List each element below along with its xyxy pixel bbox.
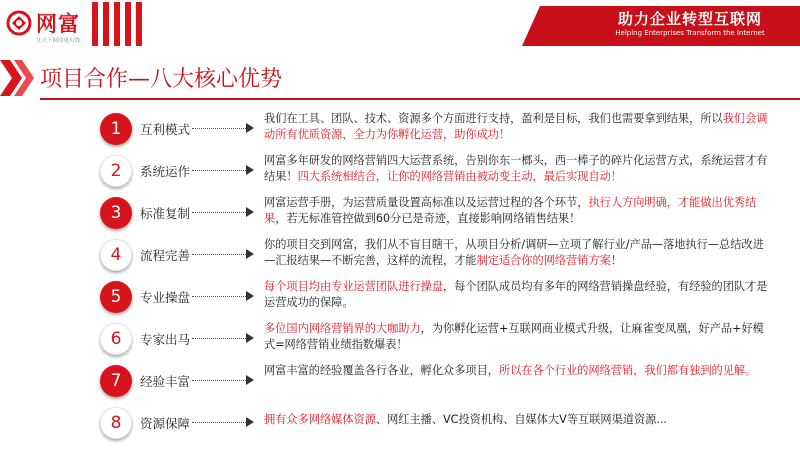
item-label: 专业操盘: [140, 290, 191, 305]
item-number-badge: 4: [100, 239, 132, 271]
item-description: 多位国内网络营销界的大咖助力，为你孵化运营+互联网商业模式升级，让麻雀变凤凰，好产品+好模式=网络营销业绩指数爆表！: [264, 322, 764, 351]
item-number-badge: 1: [100, 113, 132, 145]
arrow-right-icon: [246, 165, 254, 175]
chevron-arrows-icon: [0, 56, 36, 100]
item-description: 网富丰富的经验覆盖各行各业，孵化众多项目，所以在各个行业的网络营销，我们都有独到的见解。: [264, 364, 757, 377]
banner-corner: [522, 6, 540, 46]
dotted-connector: [192, 338, 248, 339]
item-label: 流程完善: [140, 248, 191, 263]
list-item: [100, 407, 790, 449]
item-description: 网富运营手册，为运营质量设置高标准以及运营过程的各个环节，执行人方向明确，才能做出优秀结果，若无标准管控做到60分已是奇迹，直接影响网络销售结果！: [264, 196, 757, 225]
arrow-right-icon: [246, 123, 254, 133]
item-number-badge: 3: [100, 197, 132, 229]
item-number-badge: 2: [100, 155, 132, 187]
item-description: 拥有众多网络媒体资源、网红主播、VC投资机构、自媒体大V等互联网渠道资源...: [264, 413, 667, 426]
dotted-connector: [192, 296, 248, 297]
item-label: 标准复制: [140, 206, 191, 221]
logo-name: 网富: [36, 12, 80, 36]
item-number-badge: 5: [100, 281, 132, 313]
list-item: [100, 197, 790, 239]
decorative-stripes: [92, 2, 142, 46]
header: [0, 0, 800, 48]
list-item: [100, 323, 790, 365]
dotted-connector: [192, 380, 248, 381]
list-item: [100, 365, 790, 407]
banner-subtitle: Helping Enterprises Transform the Internet: [615, 29, 765, 37]
title-underline: [40, 98, 800, 100]
arrow-right-icon: [246, 333, 254, 343]
arrow-right-icon: [246, 207, 254, 217]
dotted-connector: [192, 170, 248, 171]
page-title: 项目合作—八大核心优势: [40, 67, 283, 92]
list-item: [100, 113, 790, 155]
logo-mark-icon: [6, 10, 32, 36]
item-label: 系统运作: [140, 164, 191, 179]
item-number-badge: 7: [100, 365, 132, 397]
dotted-connector: [192, 254, 248, 255]
dotted-connector: [192, 422, 248, 423]
list-item: [100, 281, 790, 323]
arrow-right-icon: [246, 417, 254, 427]
item-label: 专家出马: [140, 332, 191, 347]
item-number-badge: 8: [100, 407, 132, 439]
banner-title: 助力企业转型互联网: [617, 10, 762, 28]
arrow-right-icon: [246, 375, 254, 385]
item-label: 互利模式: [140, 122, 191, 137]
arrow-right-icon: [246, 291, 254, 301]
item-description: 你的项目交到网富，我们从不盲目瞎干，从项目分析/调研—立项了解行业/产品—落地执行—总结改进—汇报结果—不断完善，这样的流程，才能制定适合你的网络营销方案！: [264, 238, 764, 267]
logo-tagline: 让天下网商更有钱: [36, 38, 81, 44]
item-description: 我们在工具、团队、技术、资源多个方面进行支持，盈利是目标，我们也需要拿到结果，所以我们会调动所有优质资源，全力为你孵化运营，助你成功！: [264, 112, 768, 141]
list-item: [100, 239, 790, 281]
item-description: 网富多年研发的网络营销四大运营系统，告别你东一榔头，西一棒子的碎片化运营方式，系统运营才有结果！四大系统相结合，让你的网络营销由被动变主动，最后实现自动！: [264, 154, 768, 183]
dotted-connector: [192, 128, 248, 129]
dotted-connector: [192, 212, 248, 213]
item-label: 经验丰富: [140, 374, 191, 389]
arrow-right-icon: [246, 249, 254, 259]
item-description: 每个项目均由专业运营团队进行操盘，每个团队成员均有多年的网络营销操盘经验，有经验的团队才是运营成功的保障。: [264, 280, 768, 309]
item-number-badge: 6: [100, 323, 132, 355]
item-label: 资源保障: [140, 416, 191, 431]
list-item: [100, 155, 790, 197]
